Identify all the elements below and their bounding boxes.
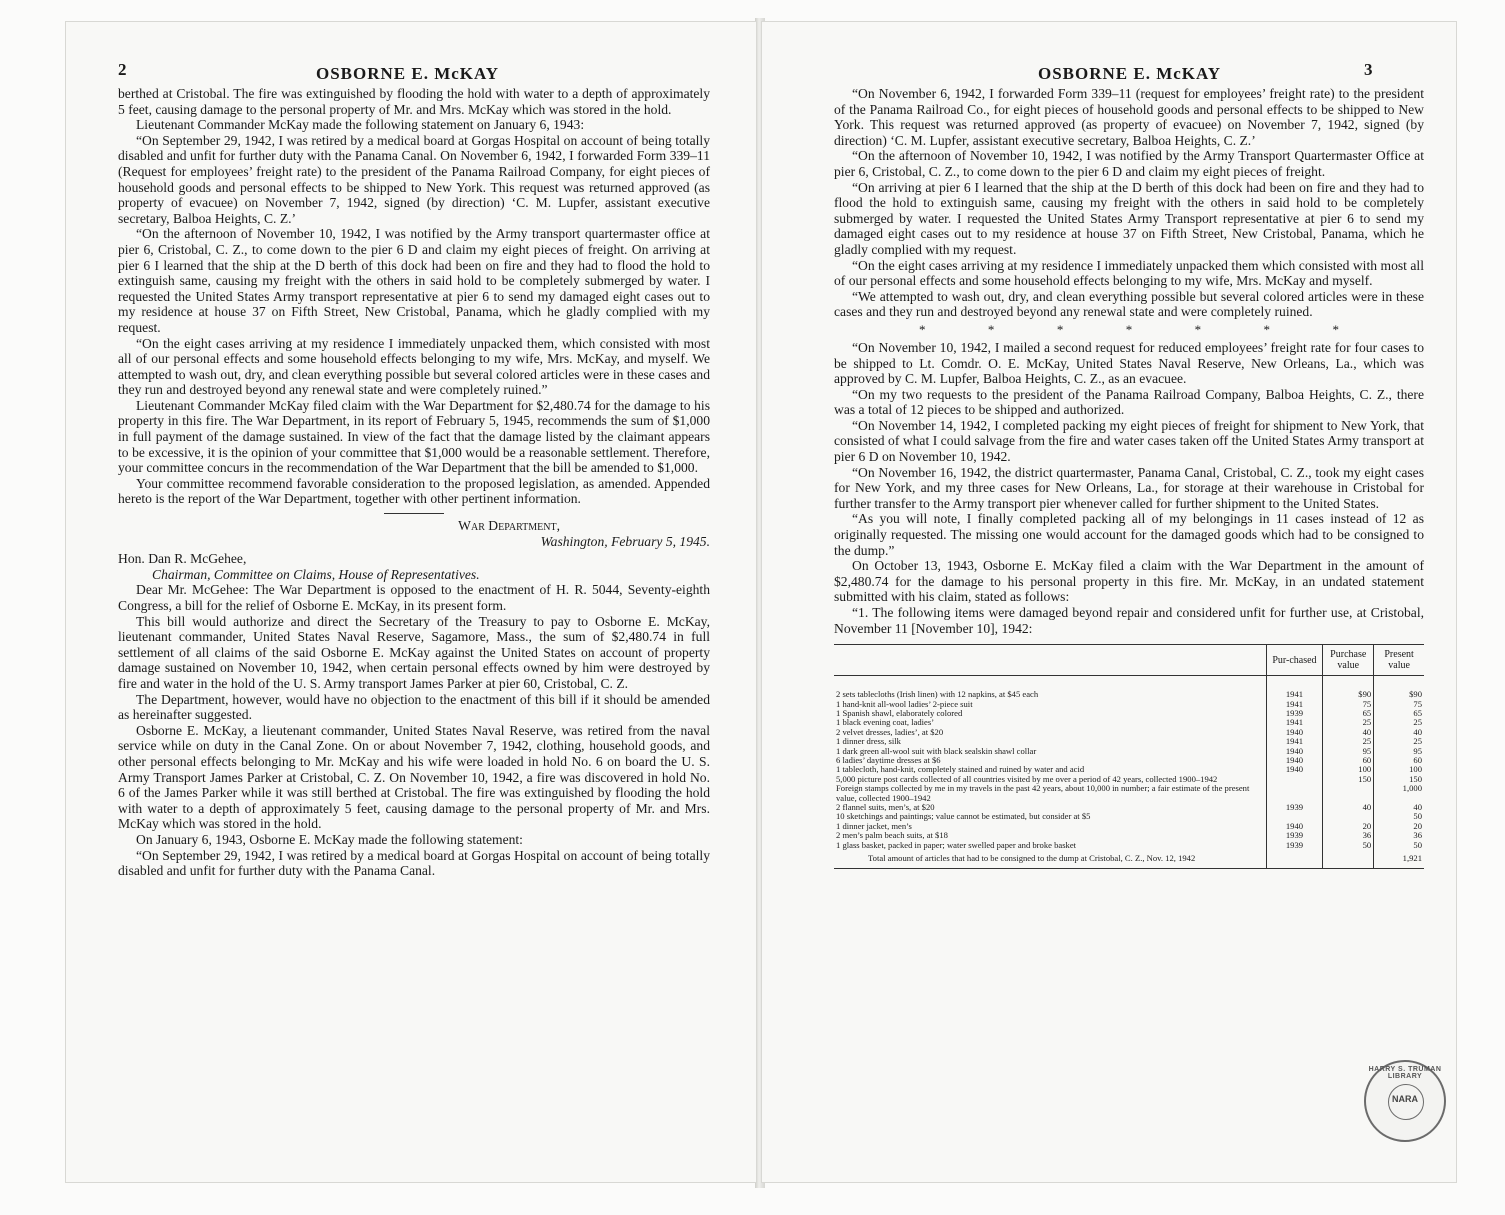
addressee-name: Hon. Dan R. McGehee, xyxy=(118,551,247,567)
item-description: 2 flannel suits, men’s, at $20 xyxy=(836,802,935,813)
item-year: 1941 xyxy=(1266,718,1323,727)
table-body xyxy=(834,676,1424,850)
item-description: Foreign stamps collected by me in my travels in the past 42 years, about 10,000 in number; a fair estimate of the present value, collected 1900–1942 xyxy=(836,783,1250,803)
item-description: 1 dinner jacket, men’s xyxy=(836,820,912,831)
paragraph: Your committee recommend favorable consideration to the proposed legislation, as amended. Appended hereto is the report of the War Department, together with other pertinent information. xyxy=(118,475,710,507)
paragraph: “As you will note, I finally completed packing all of my belongings in 11 cases instead of 12 as originally requested. The missing one would account for the damaged goods which had to be consigned to the dump.” xyxy=(834,511,1424,558)
item-purchase-value: 100 xyxy=(1323,765,1374,774)
item-purchase-value: 20 xyxy=(1323,822,1374,831)
item-year: 1940 xyxy=(1266,747,1323,756)
right-column xyxy=(834,86,1424,869)
item-year: 1939 xyxy=(1266,831,1323,840)
paragraph: “On my two requests to the president of the Panama Railroad Company, Balboa Heights, C. Z., there was a total of 12 pieces to be shipped and authorized. xyxy=(834,386,1424,418)
item-description: 1 dinner dress, silk xyxy=(836,736,901,747)
item-description: 1 glass basket, packed in paper; water swelled paper and broke basket xyxy=(836,839,1077,850)
item-present-value: 100 xyxy=(1374,765,1424,774)
stamp-center-text: NARA xyxy=(1392,1094,1418,1104)
item-year: 1940 xyxy=(1266,728,1323,737)
item-present-value: 40 xyxy=(1374,728,1424,737)
item-present-value: 150 xyxy=(1374,775,1424,784)
item-present-value: 65 xyxy=(1374,709,1424,718)
stamp-ring-text: HARRY S. TRUMAN LIBRARY xyxy=(1368,1066,1442,1080)
star: * xyxy=(919,321,926,337)
letter-paragraph: This bill would authorize and direct the Secretary of the Treasury to pay to Osborne E. McKay, lieutenant commander, United States Naval Reserve, Sagamore, Mass., the sum of $2,480.74 in full settlement of all claims of the said Osborne E. McKay against the United States on account of property damage sustained on November 10, 1942, when certain personal effects owned by him were destroyed by fire and water in the hold of the U. S. Army transport James Parker at pier 60, Cristobal, C. Z. xyxy=(118,613,710,691)
running-title: OSBORNE E. McKAY xyxy=(1038,64,1222,83)
table-row xyxy=(834,676,1424,700)
item-description: 2 men’s palm beach suits, at $18 xyxy=(836,830,948,841)
letter-department: War Department, xyxy=(458,518,560,534)
item-year: 1941 xyxy=(1266,737,1323,746)
section-rule xyxy=(384,513,444,514)
item-purchase-value: 36 xyxy=(1323,831,1374,840)
item-year: 1940 xyxy=(1266,822,1323,831)
ellipsis-stars xyxy=(919,322,1339,338)
item-description: 1 hand-knit all-wool ladies’ 2-piece suit xyxy=(836,698,973,709)
paragraph: “On November 14, 1942, I completed packing my eight pieces of freight for shipment to New York, that consisted of what I could salvage from the fire and water cases taken off the United States Army transport at pier 6 D on November 10, 1942. xyxy=(834,417,1424,465)
paragraph: “On November 10, 1942, I mailed a second request for reduced employees’ freight rate for four cases to be shipped to Lt. Comdr. O. E. McKay, United States Naval Reserve, New Orleans, La., which was approved by C. M. Lupfer, Balboa Heights, C. Z., as an evacuee. xyxy=(834,339,1424,387)
item-year: 1939 xyxy=(1266,841,1323,850)
paragraph: “On the afternoon of November 10, 1942, I was notified by the Army transport quartermaster office at pier 6, Cristobal, C. Z., to come down to the pier 6 D and claim my eight pieces of freight. On arriving at pier 6 I learned that the ship at the D berth of this dock had been on fire and they had to flood the hold to extinguish same, causing my freight with the others in said hold to be completely submerged by water. I requested the United States Army transport representative at pier 6 to send my damaged eight cases out to my residence at house 37 on Fifth Street, New Cristobal, Panama, which he gladly complied with my request. xyxy=(118,226,710,335)
item-description: 1 Spanish shawl, elaborately colored xyxy=(836,708,963,718)
table-row xyxy=(834,784,1424,803)
item-year xyxy=(1266,775,1323,784)
item-present-value: 50 xyxy=(1374,812,1424,821)
item-purchase-value: 25 xyxy=(1323,718,1374,727)
total-label: Total amount of articles that had to be consigned to the dump at Cristobal, C. Z., Nov. 12, 1942 xyxy=(834,850,1266,868)
item-purchase-value: 25 xyxy=(1323,737,1374,746)
item-purchase-value: 75 xyxy=(1323,700,1374,709)
star: * xyxy=(987,321,995,337)
paragraph: berthed at Cristobal. The fire was extinguished by flooding the hold with water to a depth of approximately 5 feet, causing damage to the personal property of Mr. and Mrs. McKay which was stored in the hold. xyxy=(118,86,710,117)
paragraph: “On September 29, 1942, I was retired by a medical board at Gorgas Hospital on account of being totally disabled and unfit for further duty with the Panama Canal. On November 6, 1942, I forwarded Form 339–11 (Request for employees’ freight rate) to the president of the Panama Railroad Company, for eight pieces of household goods and personal effects to be shipped to New York. This request was returned approved (as property of evacuee) on November 7, 1942, signed (by direction) ‘C. M. Lupfer, assistant executive secretary, Balboa Heights, C. Z.’ xyxy=(118,132,710,226)
col-header-purchased: Pur-chased xyxy=(1266,645,1323,676)
paragraph: “On the eight cases arriving at my residence I immediately unpacked them, which consisted with most all of our personal effects and some household effects belonging to my wife, Mrs. McKay, and myself. We attempted to wash out, dry, and clean everything possible but several colored articles were in these cases and they run and destroyed beyond any renewal state and were completely ruined.” xyxy=(118,335,710,398)
item-present-value: 20 xyxy=(1374,822,1424,831)
item-description: 1 dark green all-wool suit with black sealskin shawl collar xyxy=(836,745,1037,756)
item-description: 10 sketchings and paintings; value cannot be estimated, but consider at $5 xyxy=(836,811,1091,822)
table-header-row xyxy=(834,645,1424,676)
addressee-title: Chairman, Committee on Claims, House of Representatives. xyxy=(152,566,480,582)
paragraph: “On November 6, 1942, I forwarded Form 339–11 (request for employees’ freight rate) to the president of the Panama Railroad Co., for eight pieces of household goods and personal effects to be shipped to New York. This request was returned approved (as property of evacuee) on November 7, 1942, signed (by direction) ‘C. M. Lupfer, assistant executive secretary, Balboa Heights, C. Z.’ xyxy=(834,86,1424,148)
total-empty xyxy=(1323,850,1374,868)
col-header-present-value: Present value xyxy=(1374,645,1424,676)
star: * xyxy=(1263,321,1271,337)
item-present-value: $90 xyxy=(1374,676,1424,700)
item-purchase-value xyxy=(1323,784,1374,803)
col-header-purchase-value: Purchase value xyxy=(1323,645,1374,676)
item-purchase-value: $90 xyxy=(1323,676,1374,700)
item-description: 5,000 picture post cards collected of all countries visited by me over a period of 42 years, collected 1900–1942 xyxy=(836,773,1218,784)
item-purchase-value: 60 xyxy=(1323,756,1374,765)
star: * xyxy=(1056,321,1064,337)
right-page xyxy=(762,22,1456,1182)
item-present-value: 75 xyxy=(1374,700,1424,709)
item-year: 1941 xyxy=(1266,700,1323,709)
paragraph: “On arriving at pier 6 I learned that the ship at the D berth of this dock had been on fire and they had to flood the hold to extinguish same, causing my freight with the others in said hold to be completely submerged by water. I requested the United States Army Transport representative at pier 6 to send my damaged eight cases out to my residence at house 37 on Fifth Street, New Cristobal, Panama, which he gladly complied with my request. xyxy=(834,179,1424,257)
table-row xyxy=(834,812,1424,821)
item-purchase-value: 95 xyxy=(1323,747,1374,756)
item-present-value: 36 xyxy=(1374,831,1424,840)
item-description: 2 velvet dresses, ladies’, at $20 xyxy=(836,726,944,737)
item-description: 1 tablecloth, hand-knit, completely stained and ruined by water and acid xyxy=(836,764,1085,775)
table-row xyxy=(834,728,1424,737)
star: * xyxy=(1194,321,1202,337)
item-year: 1940 xyxy=(1266,765,1323,774)
total-empty xyxy=(1266,850,1323,868)
item-year: 1941 xyxy=(1266,676,1323,700)
running-title: OSBORNE E. McKAY xyxy=(316,64,500,83)
paragraph: “On November 16, 1942, the district quartermaster, Panama Canal, Cristobal, C. Z., took my eight cases for New York, and my three cases for New Orleans, La., for storage at their warehouse in Cristobal for further transfer to the Army transport pier whenever called for further shipment to the United States. xyxy=(834,464,1424,511)
paragraph: “On the afternoon of November 10, 1942, I was notified by the Army Transport Quartermaster Office at pier 6, Cristobal, C. Z., to come down to the pier 6 D and claim my eight pieces of freight. xyxy=(834,148,1424,179)
letter-paragraph: On January 6, 1943, Osborne E. McKay made the following statement: xyxy=(136,831,523,847)
item-purchase-value: 50 xyxy=(1323,841,1374,850)
item-year: 1939 xyxy=(1266,709,1323,718)
total-value: 1,921 xyxy=(1374,850,1424,868)
star: * xyxy=(1125,321,1133,337)
damaged-items-table xyxy=(834,644,1424,868)
item-year: 1939 xyxy=(1266,803,1323,812)
paragraph: Lieutenant Commander McKay filed claim with the War Department for $2,480.74 for the damage to his property in this fire. The War Department, in its report of February 5, 1945, recommends the sum of $1,000 in full payment of the damage sustained. In view of the fact that the damage listed by the claimant appears to be excessive, it is the opinion of your committee that $1,000 would be a reasonable settlement. Therefore, your committee concurs in the recommendation of the War Department that the bill be amended to $1,000. xyxy=(118,397,710,476)
item-present-value: 40 xyxy=(1374,803,1424,812)
col-header-description xyxy=(834,645,1266,676)
item-present-value: 50 xyxy=(1374,841,1424,850)
item-present-value: 95 xyxy=(1374,747,1424,756)
letter-place-date: Washington, February 5, 1945. xyxy=(540,533,710,549)
item-purchase-value: 150 xyxy=(1323,775,1374,784)
item-year xyxy=(1266,784,1323,803)
item-description: 1 black evening coat, ladies’ xyxy=(836,717,935,728)
letter-paragraph: The Department, however, would have no objection to the enactment of this bill if it should be amended as hereinafter suggested. xyxy=(118,691,710,723)
item-present-value: 1,000 xyxy=(1374,784,1424,803)
paragraph: “We attempted to wash out, dry, and clean everything possible but several colored articles were in these cases and they run and destroyed beyond any renewal state and were completely ruined. xyxy=(834,288,1424,320)
item-purchase-value: 40 xyxy=(1323,728,1374,737)
paragraph: On October 13, 1943, Osborne E. McKay filed a claim with the War Department in the amount of $2,480.74 for the damage to his personal property in this fire. Mr. McKay, in an undated statement submitted with his claim, stated as follows: xyxy=(834,558,1424,605)
paragraph: “On the eight cases arriving at my residence I immediately unpacked them which consisted with most all of our personal effects and some household effects belonging to my wife, Mrs. McKay and myself. xyxy=(834,257,1424,289)
table-total-row xyxy=(834,850,1424,868)
item-purchase-value: 65 xyxy=(1323,709,1374,718)
archive-stamp xyxy=(1364,1060,1446,1142)
star: * xyxy=(1332,321,1339,337)
letter-paragraph: Osborne E. McKay, a lieutenant commander, United States Naval Reserve, was retired from the naval service while on duty in the Canal Zone. On or about November 7, 1942, clothing, household goods, and other personal effects belonging to Mr. McKay and his wife were loaded in hold No. 6 on board the U. S. Army Transport James Parker at Cristobal, C. Z. On November 10, 1942, a fire was discovered in hold No. 6 of the James Parker while it was still berthed at Cristobal. The fire was extinguished by flooding the hold with water to a depth of approximately 5 feet, causing damage to the personal property of Mr. and Mrs. McKay which was stored in the hold. xyxy=(118,722,710,832)
table-row xyxy=(834,841,1424,850)
left-page xyxy=(66,22,756,1182)
item-purchase-value: 40 xyxy=(1323,803,1374,812)
letter-paragraph: Dear Mr. McGehee: The War Department is opposed to the enactment of H. R. 5044, Seventy-eighth Congress, a bill for the relief of Osborne E. McKay, in its present form. xyxy=(118,582,710,613)
paragraph: Lieutenant Commander McKay made the following statement on January 6, 1943: xyxy=(136,117,585,133)
item-year: 1940 xyxy=(1266,756,1323,765)
item-present-value: 25 xyxy=(1374,718,1424,727)
item-present-value: 60 xyxy=(1374,756,1424,765)
letter-paragraph: “On September 29, 1942, I was retired by a medical board at Gorgas Hospital on account of being totally disabled and unfit for further duty with the Panama Canal. xyxy=(118,847,710,879)
left-column xyxy=(118,86,710,879)
page-number: 3 xyxy=(1364,60,1374,79)
page-number: 2 xyxy=(118,60,128,79)
item-description: 6 ladies’ daytime dresses at $6 xyxy=(836,755,941,766)
paragraph: “1. The following items were damaged beyond repair and considered unfit for further use, at Cristobal, November 11 [November 10], 1942: xyxy=(834,605,1424,636)
item-present-value: 25 xyxy=(1374,737,1424,746)
item-description: 2 sets tablecloths (Irish linen) with 12 napkins, at $45 each xyxy=(836,689,1039,700)
